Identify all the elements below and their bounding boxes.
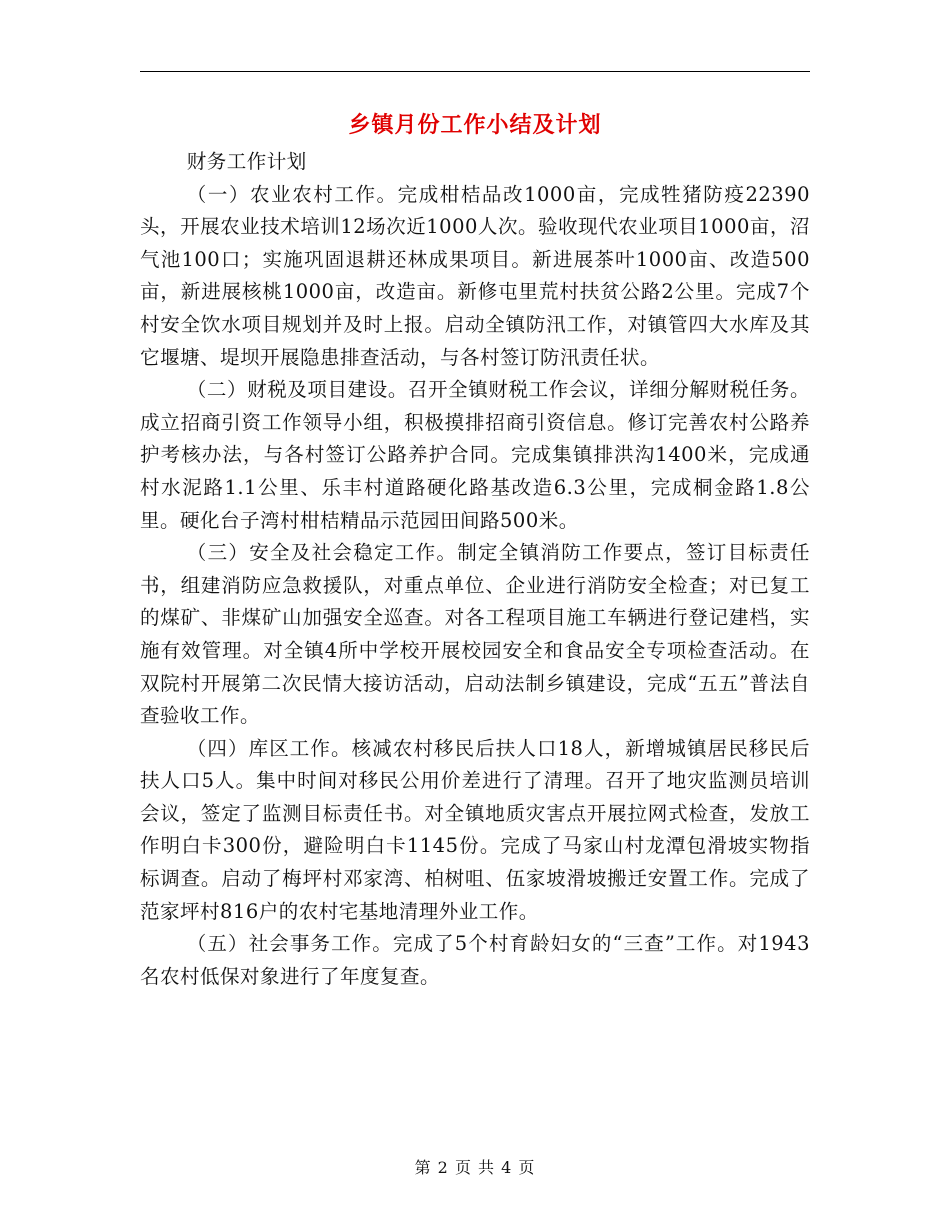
section-heading: 财务工作计划 [186,150,307,173]
paragraph-agriculture: （一）农业农村工作。完成柑桔品改1000亩，完成牲猪防疫22390头，开展农业技术培训12场次近1000人次。验收现代农业项目1000亩，沼气池100口；实施巩固退耕还林成果项目。新进展茶叶1000亩、改造500亩，新进展核桃1000亩，改造亩。新修屯里荒村扶贫公路2公里。完成7个村安全饮水项目规划并及时上报。启动全镇防汛工作，对镇管四大水库及其它堰塘、堤坝开展隐患排查活动，与各村签订防汛责任状。 [140,182,810,369]
document-body [140,146,810,993]
paragraph-social-affairs: （五）社会事务工作。完成了5个村育龄妇女的“三查”工作。对1943名农村低保对象进行了年度复查。 [140,932,810,988]
document-title: 乡镇月份工作小结及计划 [348,112,602,138]
paragraph-finance-projects: （二）财税及项目建设。召开全镇财税工作会议，详细分解财税任务。成立招商引资工作领导小组，积极摸排招商引资信息。修订完善农村公路养护考核办法，与各村签订公路养护合同。完成集镇排洪沟1400米，完成通村水泥路1.1公里、乐丰村道路硬化路基改造6.3公里，完成桐金路1.8公里。硬化台子湾村柑桔精品示范园田间路500米。 [140,378,810,532]
paragraph-safety-stability: （三）安全及社会稳定工作。制定全镇消防工作要点，签订目标责任书，组建消防应急救援队，对重点单位、企业进行消防安全检查；对已复工的煤矿、非煤矿山加强安全巡查。对各工程项目施工车辆进行登记建档，实施有效管理。对全镇4所中学校开展校园安全和食品安全专项检查活动。在双院村开展第二次民情大接访活动，启动法制乡镇建设，完成“五五”普法自查验收工作。 [140,541,810,728]
header-rule [140,71,810,72]
paragraph-reservoir-area: （四）库区工作。核减农村移民后扶人口18人，新增城镇居民移民后扶人口5人。集中时间对移民公用价差进行了清理。召开了地灾监测员培训会议，签定了监测目标责任书。对全镇地质灾害点开展拉网式检查，发放工作明白卡300份，避险明白卡1145份。完成了马家山村龙潭包滑坡实物指标调查。启动了梅坪村邓家湾、柏树咀、伍家坡滑坡搬迁安置工作。完成了范家坪村816户的农村宅基地清理外业工作。 [140,736,810,923]
page-number-footer: 第 2 页 共 4 页 [414,1158,536,1177]
